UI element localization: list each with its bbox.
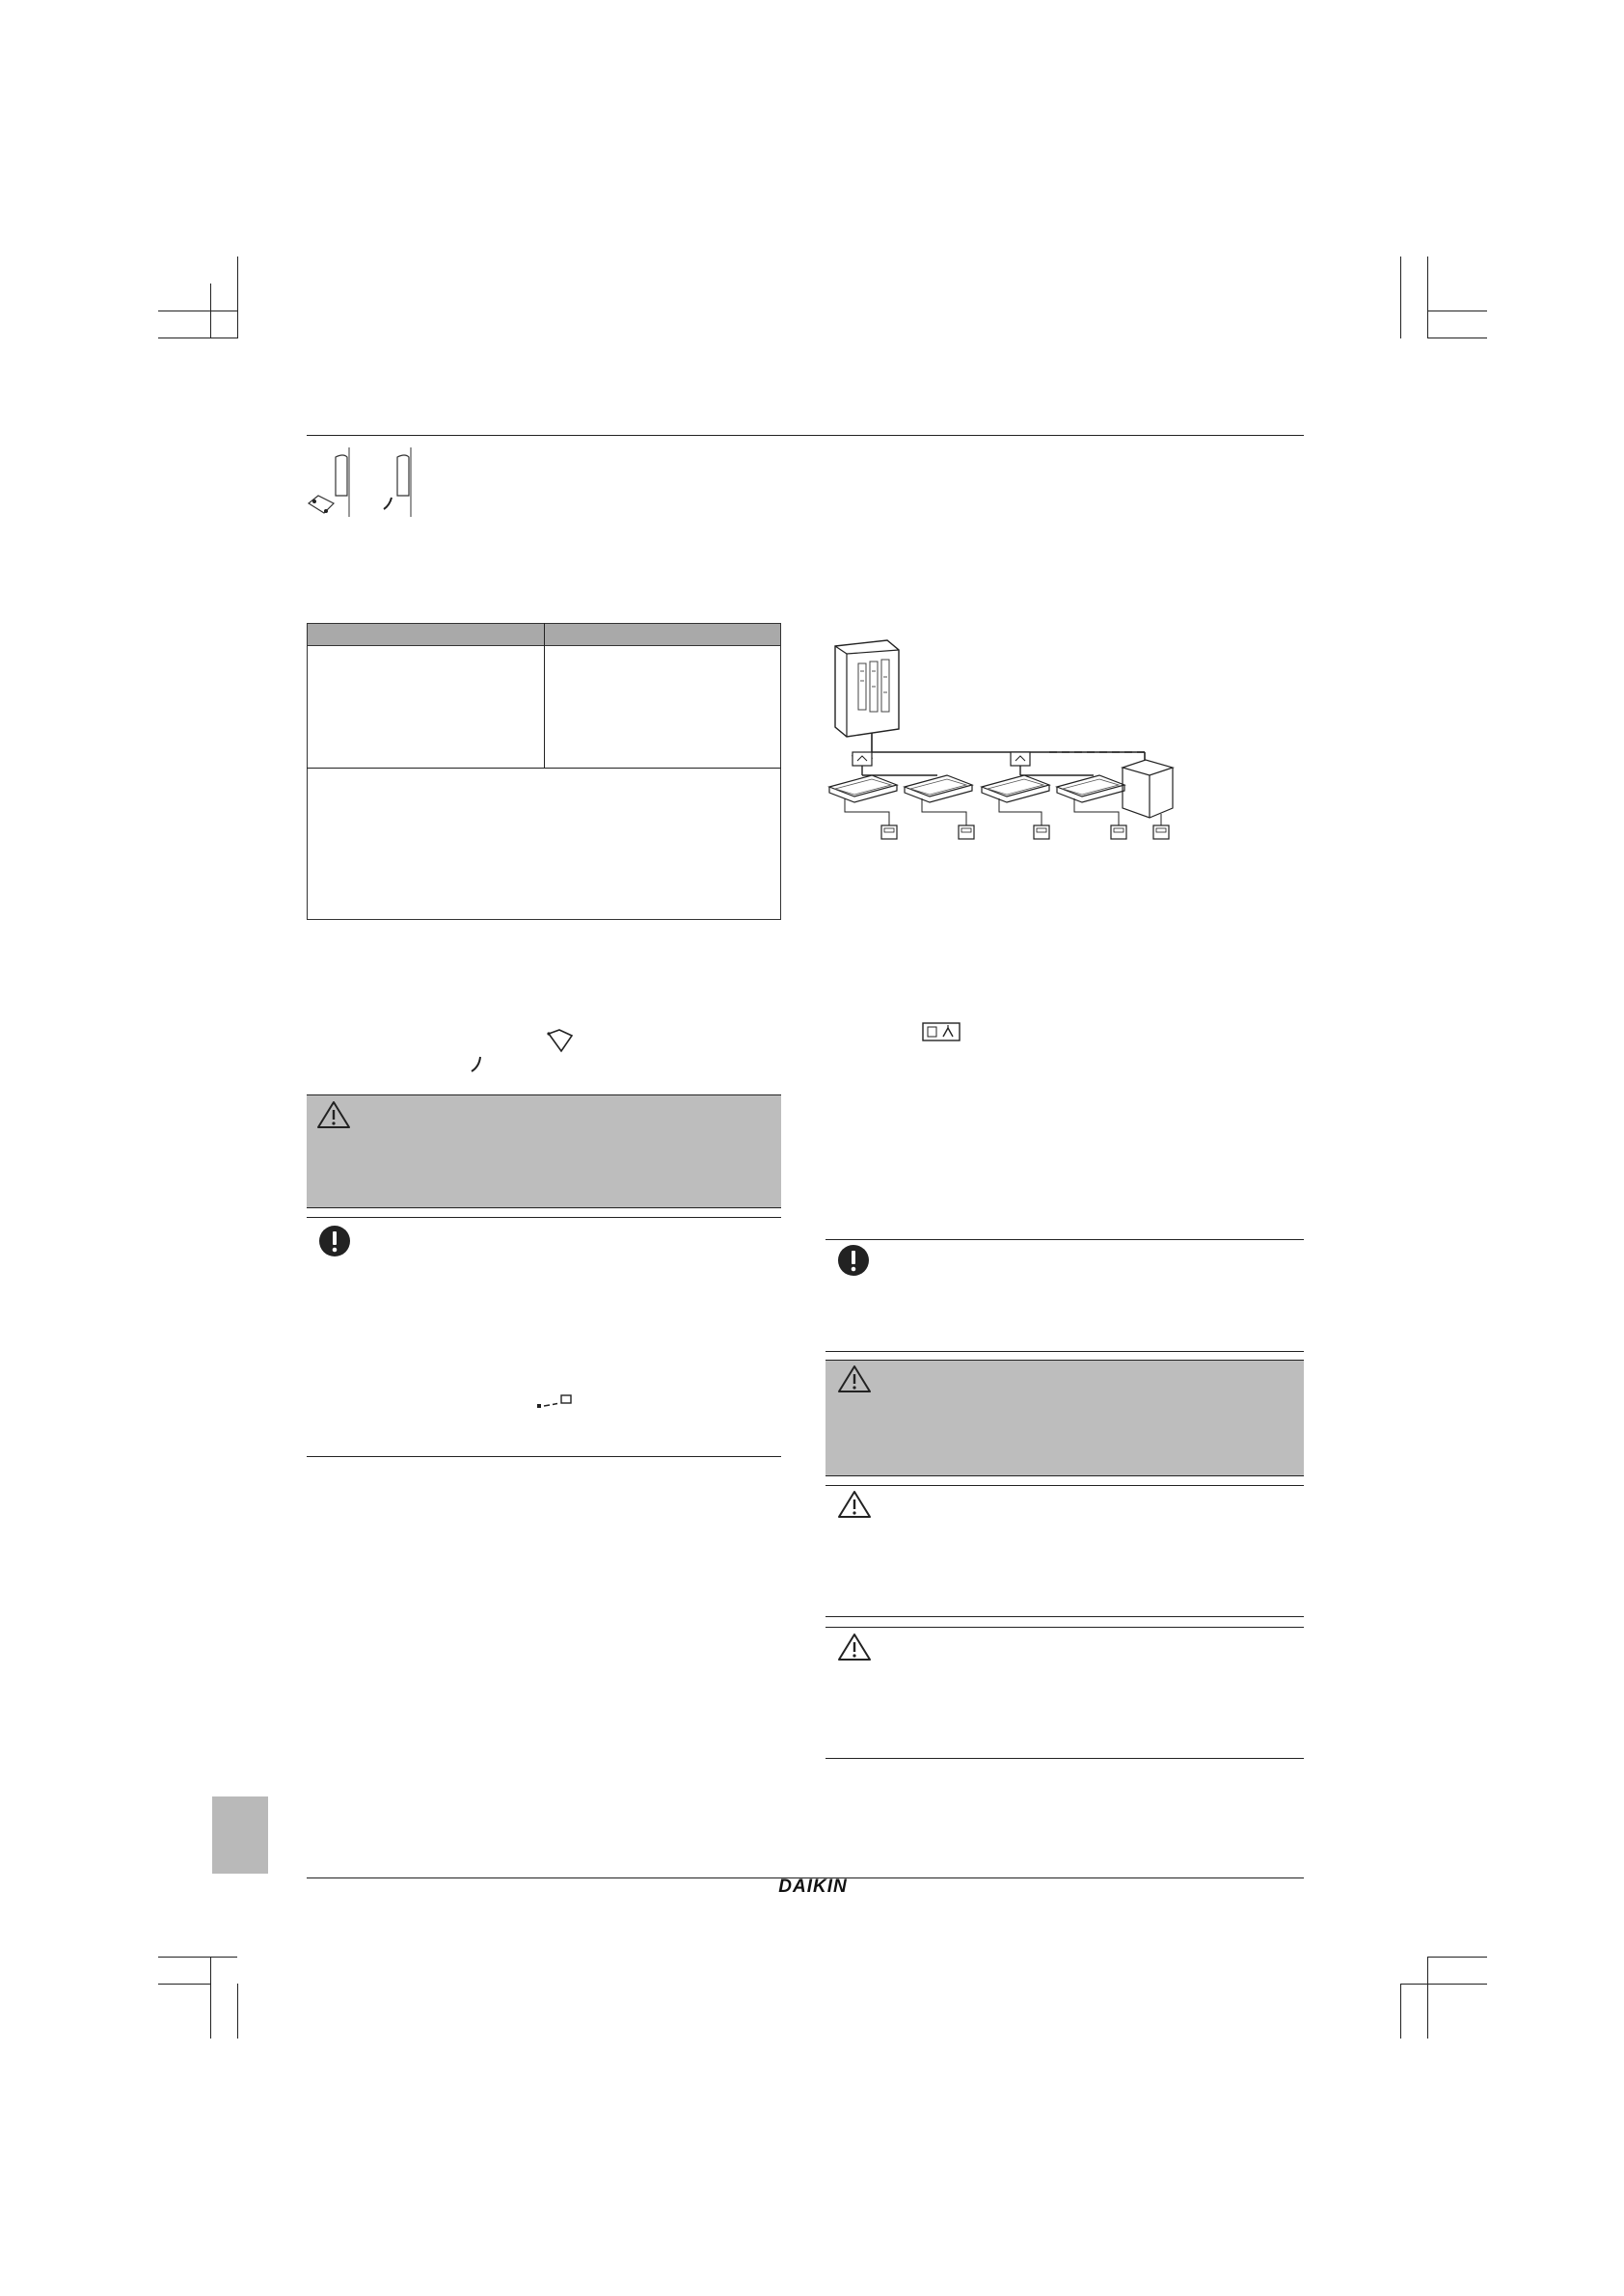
flap-illustrations	[305, 447, 420, 521]
notice-bottom-rule	[307, 1456, 781, 1457]
branch-box-2	[1011, 752, 1030, 766]
outdoor-unit-drawing	[835, 640, 899, 737]
system-diagram-icon	[922, 1022, 961, 1041]
system-diagram	[822, 633, 1207, 851]
remote-wiring	[845, 798, 1161, 825]
daikin-logo: DAIKIN	[778, 1877, 848, 1897]
right-warning-panel	[826, 1361, 1304, 1475]
right-warning-panel-bottom-rule	[826, 1475, 1304, 1476]
indoor-cassette-4	[1057, 775, 1124, 802]
indoor-cassette-2	[905, 775, 972, 802]
spec-table-row-divider	[307, 768, 781, 769]
indoor-cassette-1	[829, 775, 897, 802]
swing-flap-illustration	[305, 447, 420, 521]
swing-flap-icon	[546, 1028, 575, 1055]
fixed-flap-icon	[469, 1055, 484, 1074]
right-caution-1-triangle-icon	[837, 1489, 872, 1520]
right-caution-1-top-rule	[826, 1485, 1304, 1486]
header-rule	[307, 435, 1304, 436]
right-warning-triangle-icon	[837, 1364, 872, 1394]
exclamation-circle-icon	[318, 1225, 351, 1257]
remote-controller-icon	[536, 1394, 575, 1412]
warning-triangle-icon	[316, 1099, 351, 1130]
spec-table	[307, 623, 781, 920]
warning-panel	[307, 1095, 781, 1207]
warning-panel-bottom-rule	[307, 1207, 781, 1208]
hydro-box-unit	[1123, 760, 1173, 818]
right-notice-bottom-rule	[826, 1351, 1304, 1352]
remote-controllers	[881, 825, 1169, 839]
right-caution-1-bottom-rule	[826, 1616, 1304, 1617]
thumb-tab	[212, 1796, 268, 1874]
right-caution-2-top-rule	[826, 1627, 1304, 1628]
right-exclamation-circle-icon	[837, 1244, 870, 1277]
right-notice-top-rule	[826, 1239, 1304, 1240]
indoor-cassette-3	[982, 775, 1049, 802]
right-caution-2-triangle-icon	[837, 1632, 872, 1662]
spec-table-column-divider	[544, 623, 545, 768]
branch-box-1	[853, 752, 872, 766]
right-caution-2-bottom-rule	[826, 1758, 1304, 1759]
notice-top-rule	[307, 1217, 781, 1218]
